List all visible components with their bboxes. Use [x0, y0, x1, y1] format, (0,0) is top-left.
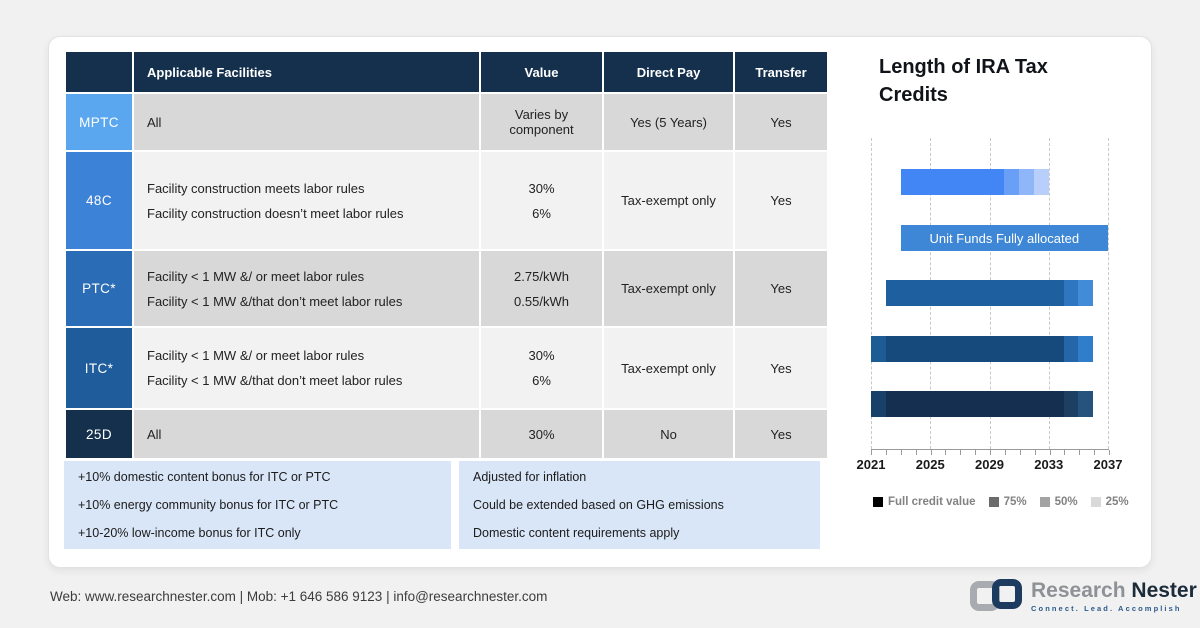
value-cell: 30% 6%	[481, 328, 602, 408]
legend-label: 25%	[1105, 496, 1129, 508]
bar-segment-50%	[1078, 336, 1093, 362]
axis-tick	[931, 450, 932, 455]
bar-PTC	[886, 280, 1093, 306]
chart-x-axis	[871, 449, 1109, 455]
bar-ITC	[871, 336, 1093, 362]
value-cell: Varies by component	[481, 94, 602, 150]
bar-segment-full	[871, 336, 886, 362]
row-label-PTC: PTC*	[66, 251, 132, 326]
value-cell: 30%	[481, 410, 602, 458]
column-header	[66, 52, 132, 92]
bar-48C	[901, 225, 1108, 251]
note-line: +10-20% low-income bonus for ITC only	[78, 526, 301, 540]
facilities-cell: Facility < 1 MW &/ or meet labor rules Facility < 1 MW &/that don’t meet labor rules	[134, 251, 479, 326]
logo-name-nester: Nester	[1131, 578, 1197, 602]
axis-tick	[1079, 450, 1080, 455]
column-header: Transfer	[735, 52, 827, 92]
column-header: Direct Pay	[604, 52, 733, 92]
bar-segment-50%	[1078, 391, 1093, 417]
value-cell: 30% 6%	[481, 152, 602, 249]
transfer-cell: Yes	[735, 152, 827, 249]
axis-tick	[990, 450, 991, 455]
direct-pay-cell: Yes (5 Years)	[604, 94, 733, 150]
column-header: Value	[481, 52, 602, 92]
bar-segment-50%	[1019, 169, 1034, 195]
chain-link-navy	[992, 579, 1022, 609]
legend-swatch	[989, 497, 999, 507]
note-line: Domestic content requirements apply	[473, 526, 680, 540]
bar-segment-full	[886, 391, 1064, 417]
bonus-notes-box	[64, 461, 451, 549]
bar-MPTC	[901, 169, 1049, 195]
axis-tick	[1005, 450, 1006, 455]
legend-item	[1091, 496, 1129, 508]
bar-segment-full	[886, 336, 1064, 362]
bar-segment-full	[871, 391, 886, 417]
axis-tick	[916, 450, 917, 455]
bar-segment-25%	[1034, 169, 1049, 195]
legend-label: 75%	[1003, 496, 1027, 508]
legend-label: Full credit value	[888, 496, 976, 508]
row-label-48C: 48C	[66, 152, 132, 249]
credits-table	[66, 52, 819, 458]
bar-segment-75%	[1064, 280, 1079, 306]
axis-tick	[1050, 450, 1051, 455]
facilities-cell: Facility construction meets labor rules Facility construction doesn’t meet labor rules	[134, 152, 479, 249]
axis-tick	[871, 450, 872, 455]
axis-tick	[1064, 450, 1065, 455]
direct-pay-cell: Tax-exempt only	[604, 328, 733, 408]
gridline-2037	[1108, 138, 1109, 449]
chain-links-icon	[970, 579, 1022, 613]
logo-tagline: Connect. Lead. Accomplish	[1031, 603, 1182, 613]
note-line: Could be extended based on GHG emissions	[473, 498, 724, 512]
note-line: +10% energy community bonus for ITC or PTC	[78, 498, 339, 512]
bar-segment-75%	[1064, 391, 1079, 417]
footer-contact: Web: www.researchnester.com | Mob: +1 646 586 9123 | info@researchnester.com	[50, 589, 548, 604]
bar-segment-full	[886, 280, 1064, 306]
x-tick-label: 2021	[856, 457, 886, 472]
legend-item	[1040, 496, 1078, 508]
transfer-cell: Yes	[735, 251, 827, 326]
axis-tick	[1035, 450, 1036, 455]
chart-legend	[873, 496, 1129, 508]
row-label-ITC: ITC*	[66, 328, 132, 408]
note-line: +10% domestic content bonus for ITC or PTC	[78, 470, 331, 484]
axis-tick	[1094, 450, 1095, 455]
infographic-card	[48, 36, 1152, 568]
direct-pay-cell: No	[604, 410, 733, 458]
bar-segment-75%	[1004, 169, 1019, 195]
axis-tick	[1109, 450, 1110, 455]
direct-pay-cell: Tax-exempt only	[604, 251, 733, 326]
logo-name-research: Research	[1031, 578, 1132, 602]
facilities-cell: Facility < 1 MW &/ or meet labor rules Facility < 1 MW &/that don’t meet labor rules	[134, 328, 479, 408]
legend-label: 50%	[1054, 496, 1078, 508]
axis-tick	[960, 450, 961, 455]
value-cell: 2.75/kWh 0.55/kWh	[481, 251, 602, 326]
x-tick-label: 2025	[915, 457, 945, 472]
axis-tick	[886, 450, 887, 455]
legend-swatch	[873, 497, 883, 507]
transfer-cell: Yes	[735, 94, 827, 150]
x-tick-label: 2037	[1093, 457, 1123, 472]
legend-item	[989, 496, 1027, 508]
transfer-cell: Yes	[735, 328, 827, 408]
facilities-cell: All	[134, 94, 479, 150]
transfer-cell: Yes	[735, 410, 827, 458]
legend-swatch	[1091, 497, 1101, 507]
chart-plot	[871, 138, 1108, 449]
x-tick-label: 2033	[1034, 457, 1064, 472]
bar-annotation: Unit Funds Fully allocated	[929, 230, 1080, 246]
column-header: Applicable Facilities	[134, 52, 479, 92]
bar-segment-75%	[1064, 336, 1079, 362]
length-chart	[849, 37, 1153, 569]
row-label-25D: 25D	[66, 410, 132, 458]
note-line: Adjusted for inflation	[473, 470, 587, 484]
axis-tick	[1020, 450, 1021, 455]
legend-item	[873, 496, 976, 508]
legend-swatch	[1040, 497, 1050, 507]
bar-25D	[871, 391, 1093, 417]
bar-segment-50%	[1078, 280, 1093, 306]
x-tick-label: 2029	[975, 457, 1004, 472]
logo-name	[1031, 580, 1197, 601]
direct-pay-cell: Tax-exempt only	[604, 152, 733, 249]
bar-segment-full	[901, 169, 1005, 195]
axis-tick	[901, 450, 902, 455]
axis-tick	[945, 450, 946, 455]
conditions-notes-box	[459, 461, 820, 549]
row-label-MPTC: MPTC	[66, 94, 132, 150]
facilities-cell: All	[134, 410, 479, 458]
company-logo	[970, 579, 1197, 613]
chart-title: Length of IRA Tax Credits	[879, 56, 1048, 106]
axis-tick	[975, 450, 976, 455]
logo-text	[1031, 580, 1197, 613]
